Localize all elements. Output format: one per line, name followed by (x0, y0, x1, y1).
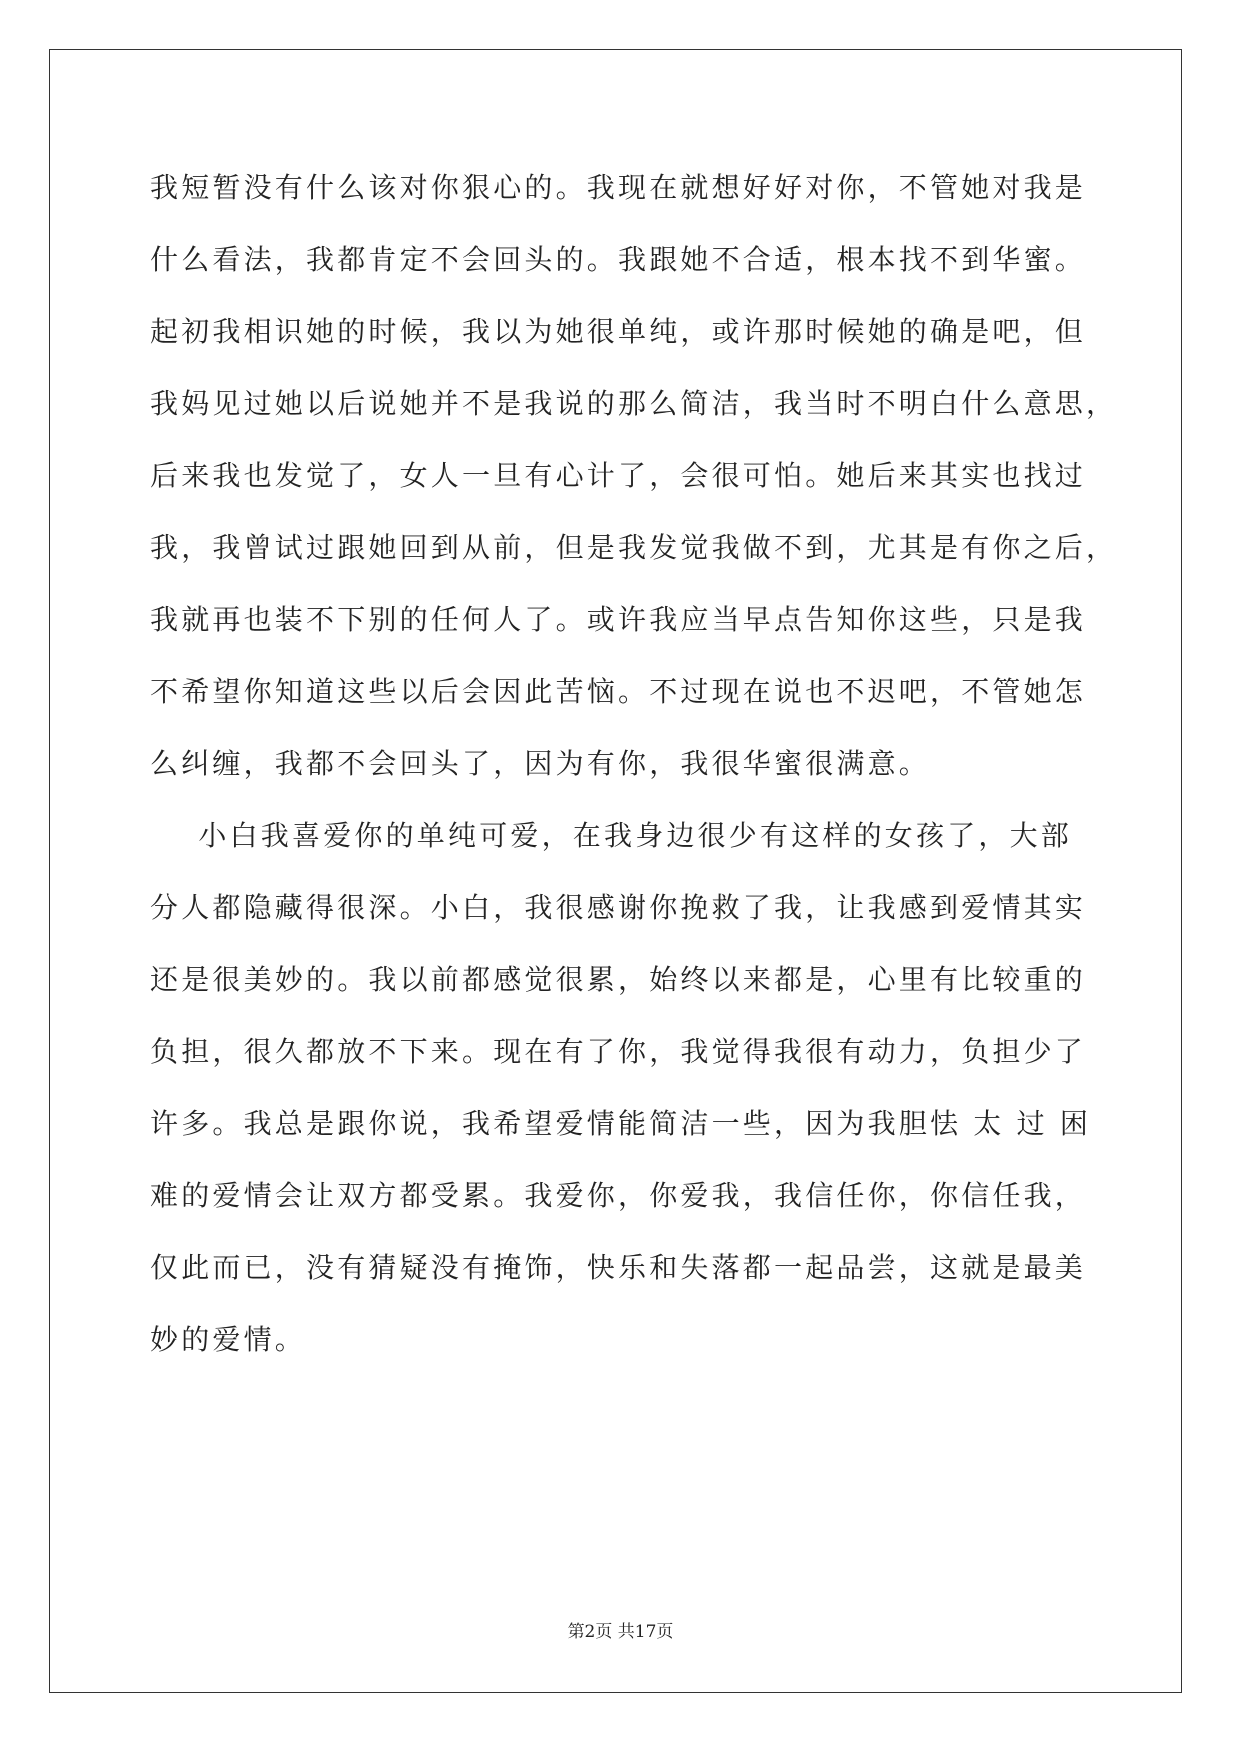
text-line: 什么看法，我都肯定不会回头的。我跟她不合适，根本找不到华蜜。 (150, 243, 1087, 276)
text-line: 许多。我总是跟你说，我希望爱情能简洁一些，因为我胆怯 太 过 困 (150, 1107, 1092, 1140)
text-line: 负担，很久都放不下来。现在有了你，我觉得我很有动力，负担少了 (150, 1035, 1087, 1068)
text-line: 小白我喜爱你的单纯可爱，在我身边很少有这样的女孩了，大部 (150, 819, 1073, 852)
text-line: 我短暂没有什么该对你狠心的。我现在就想好好对你，不管她对我是 (150, 171, 1087, 204)
text-line: 妙的爱情。 (150, 1323, 307, 1356)
text-line: 难的爱情会让双方都受累。我爱你，你爱我，我信任你，你信任我， (150, 1179, 1087, 1212)
text-line: 仅此而已，没有猜疑没有掩饰，快乐和失落都一起品尝，这就是最美 (150, 1251, 1087, 1284)
text-line: 后来我也发觉了，女人一旦有心计了，会很可怕。她后来其实也找过 (150, 459, 1087, 492)
text-line: 我，我曾试过跟她回到从前，但是我发觉我做不到，尤其是有你之后， (150, 531, 1118, 564)
text-line: 还是很美妙的。我以前都感觉很累，始终以来都是，心里有比较重的 (150, 963, 1087, 996)
page-number: 第2页 共17页 (567, 1622, 674, 1642)
text-line: 么纠缠，我都不会回头了，因为有你，我很华蜜很满意。 (150, 747, 931, 780)
text-line: 我妈见过她以后说她并不是我说的那么简洁，我当时不明白什么意思， (150, 387, 1118, 420)
text-line: 不希望你知道这些以后会因此苦恼。不过现在说也不迟吧，不管她怎 (150, 675, 1087, 708)
page-border (49, 49, 1182, 1693)
text-line: 分人都隐藏得很深。小白，我很感谢你挽救了我，让我感到爱情其实 (150, 891, 1087, 924)
text-line: 起初我相识她的时候，我以为她很单纯，或许那时候她的确是吧，但 (150, 315, 1087, 348)
text-line: 我就再也装不下别的任何人了。或许我应当早点告知你这些，只是我 (150, 603, 1087, 636)
